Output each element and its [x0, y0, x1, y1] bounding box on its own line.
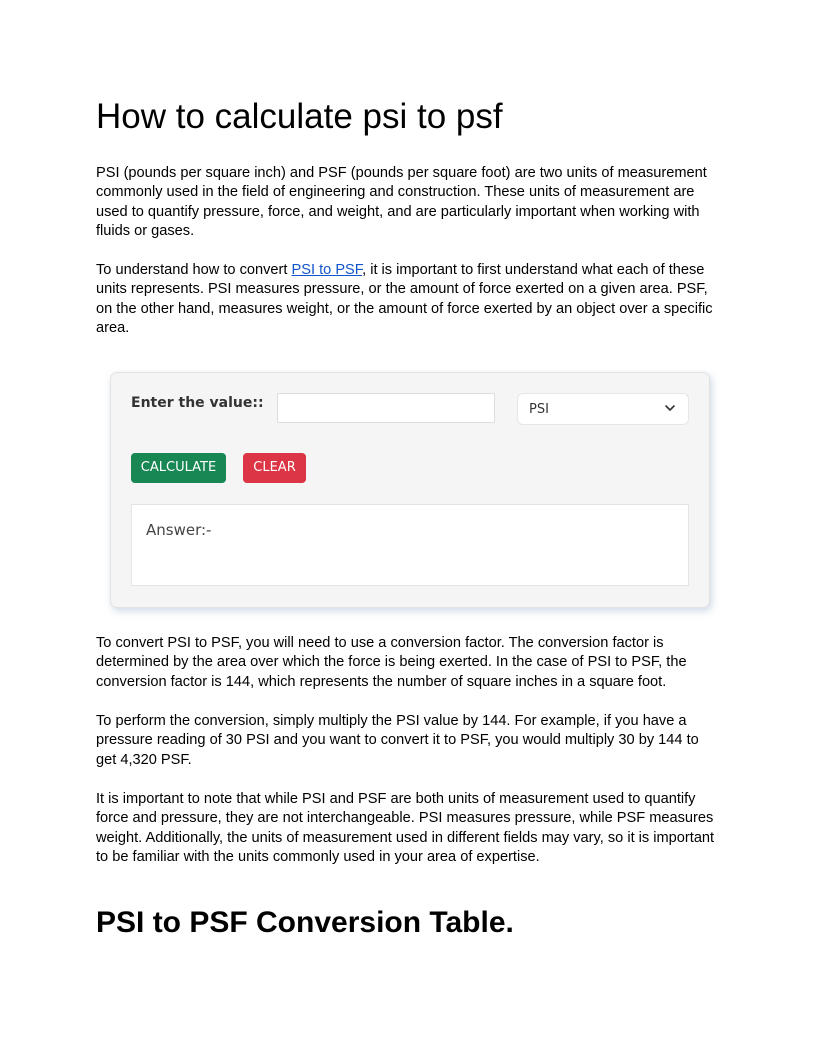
intro-paragraph-2-before: To understand how to convert — [96, 262, 292, 278]
conversion-factor-paragraph: To convert PSI to PSF, you will need to use a conversion factor. The conversion factor is determined by the area over which the force is being exerted. In the case of PSI to PSF, the conversion factor is 144, which represents the number of square inches in a square foot. — [96, 635, 687, 690]
psi-to-psf-link[interactable]: PSI to PSF — [291, 262, 363, 278]
unit-select[interactable] — [517, 393, 689, 425]
calculate-button[interactable]: CALCULATE — [131, 453, 226, 483]
converter-widget — [110, 372, 710, 608]
intro-paragraph-1: PSI (pounds per square inch) and PSF (pounds per square foot) are two units of measurement commonly used in the field of engineering and construction. These units of measurement are used to quantify pressure, force, and weight, and are particularly important when working with fluids or gases. — [96, 165, 707, 240]
chevron-down-icon — [664, 402, 676, 414]
intro-paragraph-2 — [96, 261, 722, 339]
value-label: Enter the value:: — [131, 395, 264, 411]
conversion-table-heading: PSI to PSF Conversion Table. — [96, 906, 514, 939]
unit-select-value: PSI — [529, 402, 549, 417]
units-note-paragraph: It is important to note that while PSI and PSF are both units of measurement used to quantify force and pressure, they are not interchangeable. PSI measures pressure, while PSF measures weight. Additionally, the units of measurement used in different fields may vary, so it is important to be familiar with the units commonly used in your area of expertise. — [96, 791, 715, 866]
conversion-example-paragraph: To perform the conversion, simply multiply the PSI value by 144. For example, if you have a pressure reading of 30 PSI and you want to convert it to PSF, you would multiply 30 by 144 to get 4,320 PSF. — [96, 713, 699, 768]
intro-paragraph-2-after: , it is important to first understand what each of these units represents. PSI measures pressure, or the amount of force exerted on a given area. PSF, on the other hand, measures weight, or the amount of force exerted by an object over a specific area. — [96, 262, 713, 337]
page-title: How to calculate psi to psf — [96, 97, 503, 136]
clear-button[interactable]: CLEAR — [243, 453, 306, 483]
answer-label: Answer:- — [146, 521, 212, 539]
value-input[interactable] — [277, 393, 495, 423]
answer-box — [131, 504, 689, 586]
